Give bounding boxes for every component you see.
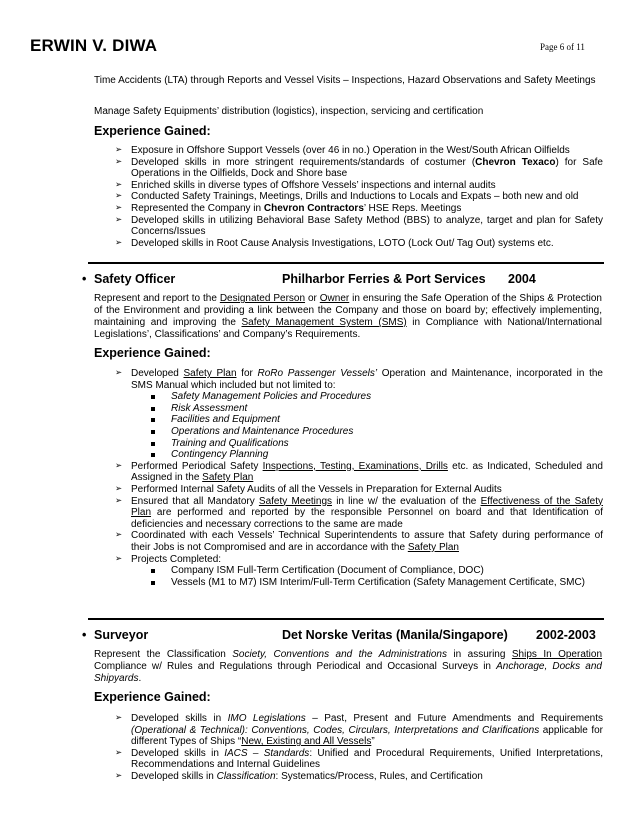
sub-list-item: Operations and Maintenance Procedures (149, 426, 603, 438)
list-item: ➢ Coordinated with each Vessels’ Technical Superintendents to assure that Safety during performance of their Jobs is not Compromised and are in accordance with the Safety Plan (115, 530, 603, 553)
sub-list-item: Vessels (M1 to M7) ISM Interim/Full-Term Certification (Safety Management Certificate, SMC) (149, 577, 603, 589)
experience-heading-3: Experience Gained: (94, 690, 211, 704)
list-item: ➢ Projects Completed: Company ISM Full-Term Certification (Document of Compliance, DOC) Vessels (M1 to M7) ISM Interim/Full-Term Certification (Safety Management Certificate, SMC) (115, 554, 603, 589)
list-item: ➢ Conducted Safety Trainings, Meetings, Drills and Inductions to Locals and Expats – both new and old (115, 191, 603, 203)
list-item: ➢ Developed skills in more stringent requirements/standards of costumer (Chevron Texaco) for Safe Operations in the Oilfields, Dock and Shore base (115, 157, 603, 180)
page-number: Page 6 of 11 (540, 42, 585, 52)
list-item: ➢ Enriched skills in diverse types of Offshore Vessels’ inspections and internal audits (115, 180, 603, 192)
intro-paragraph-2: Manage Safety Equipments’ distribution (logistics), inspection, servicing and certification (94, 106, 484, 117)
sub-list-item: Facilities and Equipment (149, 414, 603, 426)
experience-list-2 (115, 368, 603, 588)
list-item: ➢ Performed Periodical Safety Inspections, Testing, Examinations, Drills etc. as Indicated, Scheduled and Assigned in the Safety Plan (115, 461, 603, 484)
section-divider (88, 262, 604, 264)
sub-list-item: Risk Assessment (149, 403, 603, 415)
job-title: Safety Officer (94, 272, 176, 286)
job-year: 2004 (508, 272, 536, 286)
section-divider (88, 618, 604, 620)
list-item: ➢ Developed skills in Classification: Systematics/Process, Rules, and Certification (115, 771, 603, 783)
job-title: Surveyor (94, 628, 149, 642)
list-item: ➢ Developed skills in IACS – Standards: Unified and Procedural Requirements, Unified Interpretations, Recommendations and Internal Guidelines (115, 748, 603, 771)
job-header-surveyor (82, 628, 602, 644)
list-item: ➢ Developed Safety Plan for RoRo Passenger Vessels’ Operation and Maintenance, incorporated in the SMS Manual which included but not limited to: Safety Management Policies and Procedures Risk Assessment Facilities and Equipment Operations and Maintenance Procedures Training and Qualifications Contingency Planning (115, 368, 603, 461)
bullet-icon: • (82, 272, 87, 286)
experience-heading-2: Experience Gained: (94, 346, 211, 360)
list-item: ➢ Ensured that all Mandatory Safety Meetings in line w/ the evaluation of the Effectiveness of the Safety Plan are performed and reported by the responsible Personnel on board and that Identification of deficiencies and necessary corrections to the same are made (115, 496, 603, 531)
bullet-icon: • (82, 628, 87, 642)
candidate-name: ERWIN V. DIWA (30, 36, 158, 55)
job-year: 2002-2003 (536, 628, 596, 642)
experience-list-3 (115, 713, 603, 783)
list-item: ➢ Exposure in Offshore Support Vessels (over 46 in no.) Operation in the West/South African Oilfields (115, 145, 603, 157)
list-item: ➢ Represented the Company in Chevron Contractors’ HSE Reps. Meetings (115, 203, 603, 215)
sub-list-item: Contingency Planning (149, 449, 603, 461)
sub-list-item: Safety Management Policies and Procedures (149, 391, 603, 403)
sub-list (131, 391, 603, 461)
experience-list-1 (115, 145, 603, 249)
list-item: ➢ Developed skills in utilizing Behavioral Base Safety Method (BBS) to analyze, target and plan for Safety Concerns/Issues (115, 215, 603, 238)
job-company: Philharbor Ferries & Port Services (282, 272, 486, 286)
job-header-safety-officer (82, 272, 602, 288)
sub-list (131, 565, 603, 588)
list-item: ➢ Developed skills in Root Cause Analysis Investigations, LOTO (Lock Out/ Tag Out) systems etc. (115, 238, 603, 250)
job-description: Represent the Classification Society, Conventions and the Administrations in assuring Ships In Operation Compliance w/ Rules and Regulations through Periodical and Occasional Surveys in Anchorage, Docks and Shipyards. (94, 649, 603, 684)
list-item: ➢ Developed skills in IMO Legislations – Past, Present and Future Amendments and Requirements (Operational & Technical): Conventions, Codes, Circulars, Interpretations and Clarifications applicable for different Types of Ships “New, Existing and All Vessels” (115, 713, 603, 748)
job-company: Det Norske Veritas (Manila/Singapore) (282, 628, 508, 642)
list-item: ➢ Performed Internal Safety Audits of all the Vessels in Preparation for External Audits (115, 484, 603, 496)
job-description: Represent and report to the Designated Person or Owner in ensuring the Safe Operation of the Ships & Protection of the Environment and providing a link between the Company and those on board by; effectively implementing, maintaining and improving the Safety Management System (SMS) in Compliance with National/International Legislations’, Classifications’ and Company’s Requirements. (94, 293, 602, 340)
experience-heading-1: Experience Gained: (94, 124, 211, 138)
sub-list-item: Company ISM Full-Term Certification (Document of Compliance, DOC) (149, 565, 603, 577)
sub-list-item: Training and Qualifications (149, 438, 603, 450)
intro-paragraph-1: Time Accidents (LTA) through Reports and Vessel Visits – Inspections, Hazard Observations and Safety Meetings (94, 75, 596, 86)
